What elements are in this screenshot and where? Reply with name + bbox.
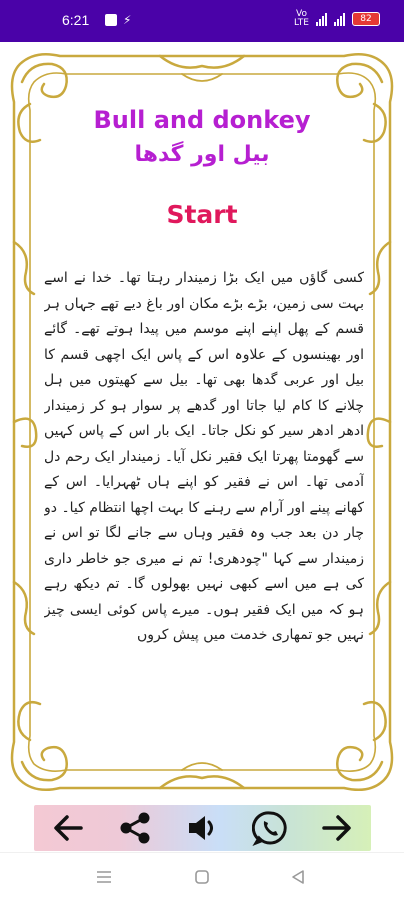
vo-text: Vo xyxy=(296,9,307,19)
system-navigation-bar xyxy=(0,852,404,901)
speaker-icon[interactable] xyxy=(179,808,225,848)
signal-icon xyxy=(316,13,327,26)
story-title-urdu: بیل اور گدھا xyxy=(134,142,270,167)
whatsapp-icon[interactable] xyxy=(247,808,293,848)
home-icon[interactable] xyxy=(194,869,210,889)
menu-icon[interactable] xyxy=(96,869,112,888)
signal-icon-2 xyxy=(334,13,345,26)
status-time: 6:21 xyxy=(62,12,90,28)
status-bar xyxy=(0,0,404,42)
message-notification-icon xyxy=(105,14,117,26)
story-text: کسی گاؤں میں ایک بڑا زمیندار رہتا تھا۔ خدا نے اسے بہت سی زمین، بڑے بڑے مکان اور باغ دیے تھے جہاں ہر قسم کے پھل اپنے اپنے موسم میں پیدا ہوتے تھے۔ گائے اور بھینسوں کے علاوہ اس کے پاس ایک اچھی قسم کا بیل اور عربی گدھا بھی تھا۔ بیل سے کھیتوں میں ہل چلانے کا کام لیا جاتا اور گدھے پر سوار ہو کر زمیندار ادھر ادھر سیر کو نکل جاتا۔ ایک بار اس کے پاس کہیں سے گھومتا پھرتا ایک فقیر نکل آیا۔ زمیندار ایک رحم دل آدمی تھا۔ اس نے فقیر کو اپنے ہاں ٹھہرایا۔ اس کے کھانے پینے اور آرام سے رہنے کا بہت اچھا انتظام کیا۔ دو چار دن بعد جب وہ فقیر وہاں سے جانے لگا تو اس نے زمیندار سے کہا "چودھری! تم نے میری جو خاطر داری کی ہے میں اسے کبھی نہیں بھولوں گا۔ تم دیکھ رہے ہو کہ میں ایک فقیر ہوں۔ میرے پاس کوئی ایسی چیز نہیں جو تمھاری خدمت میں پیش کروں xyxy=(44,270,364,643)
flash-notification-icon: ⚡ xyxy=(123,13,132,27)
story-toolbar xyxy=(34,805,371,851)
back-icon[interactable] xyxy=(290,869,306,889)
forward-arrow-icon[interactable] xyxy=(314,808,360,848)
status-icons xyxy=(294,10,380,28)
story-title-english: Bull and donkey xyxy=(93,106,311,134)
battery-icon xyxy=(352,12,380,26)
share-icon[interactable] xyxy=(112,808,158,848)
start-button[interactable]: Start xyxy=(166,200,238,229)
lte-text: LTE xyxy=(294,18,309,28)
battery-level: 82 xyxy=(360,14,372,24)
back-arrow-icon[interactable] xyxy=(45,808,91,848)
story-page xyxy=(0,42,404,802)
volte-indicator xyxy=(294,10,309,28)
notification-icons xyxy=(105,13,131,27)
